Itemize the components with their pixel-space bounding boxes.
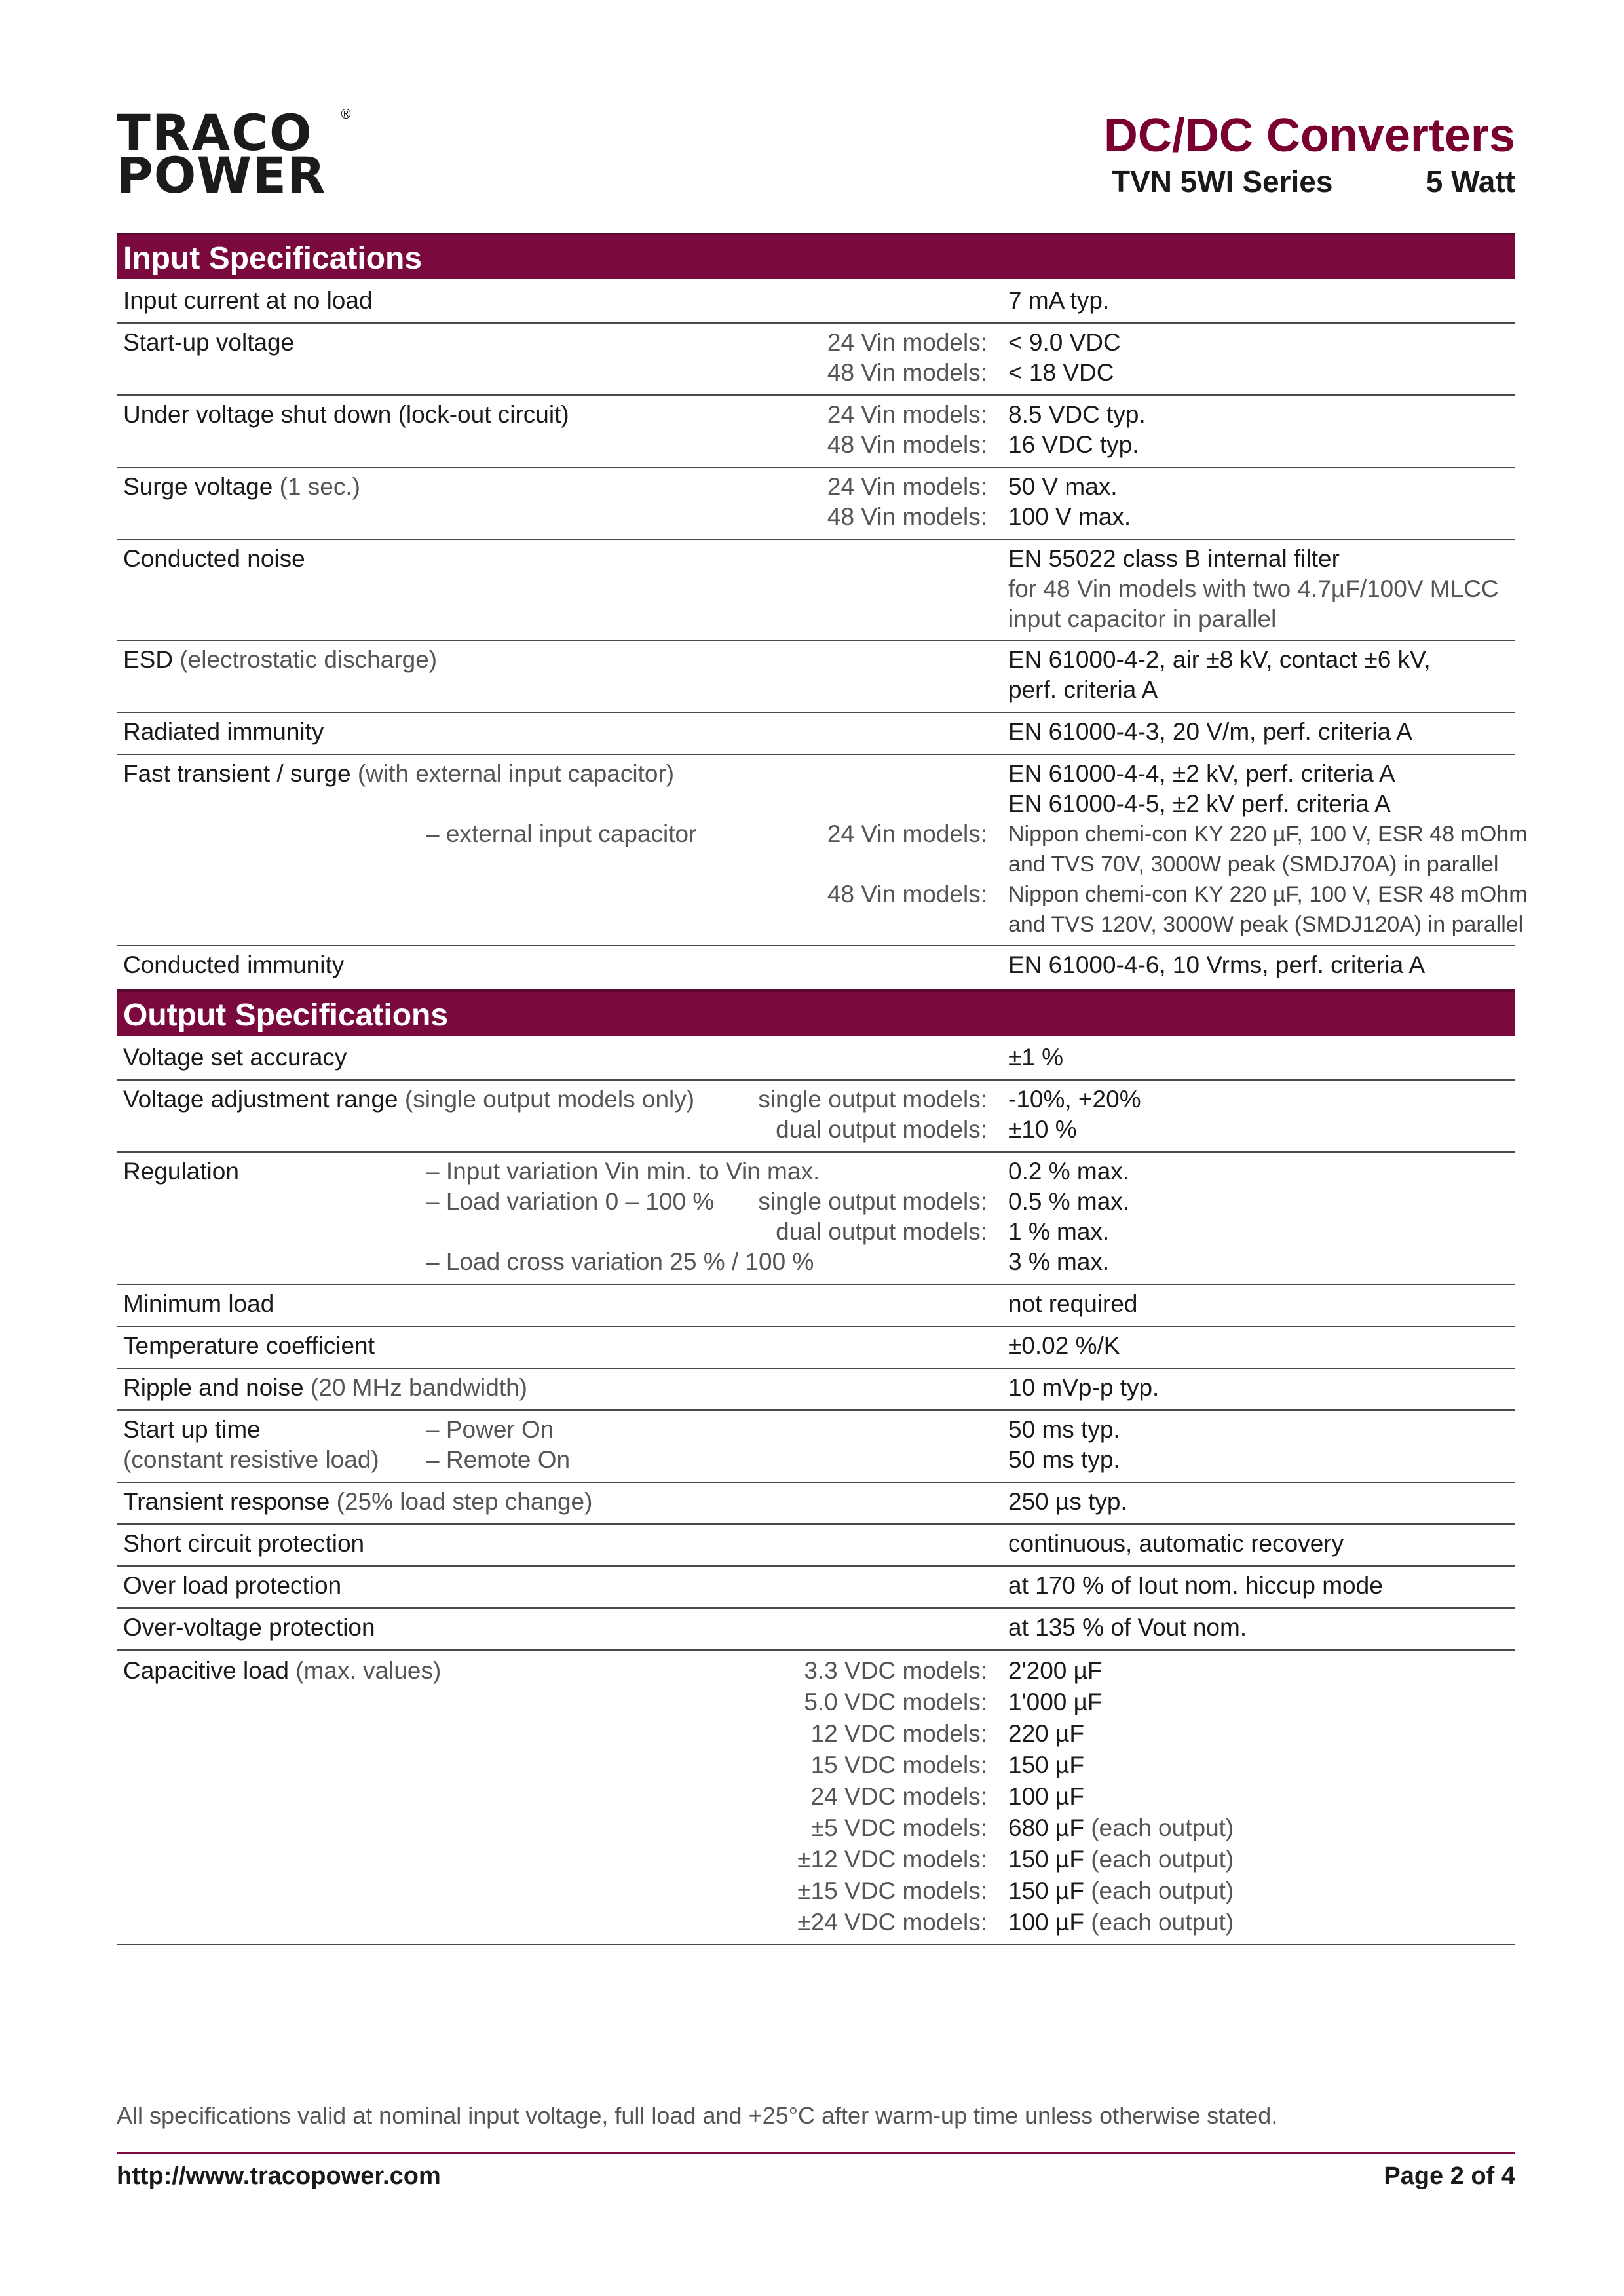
series-name: TVN 5WI Series — [1112, 164, 1333, 199]
spec-row-esd — [117, 641, 1515, 713]
spec-label — [123, 645, 437, 675]
spec-condition: 24 Vin models: — [827, 473, 987, 500]
spec-sublabel: – Remote On — [426, 1446, 571, 1473]
spec-row-start-up-time — [117, 1411, 1515, 1483]
spec-row-ripple-noise — [117, 1369, 1515, 1411]
spec-sublabel: – Input variation Vin min. to Vin max. — [426, 1158, 820, 1185]
spec-value: EN 61000-4-4, ±2 kV, perf. criteria A — [1008, 760, 1395, 787]
website-link[interactable]: http://www.tracopower.com — [117, 2162, 441, 2190]
capload-model: 15 VDC models: — [810, 1751, 987, 1778]
spec-row-conducted-immunity — [117, 946, 1515, 988]
capload-model: 12 VDC models: — [810, 1720, 987, 1747]
spec-row-voltage-set-accuracy — [117, 1039, 1515, 1081]
spec-value: ±10 % — [1008, 1116, 1077, 1143]
spec-value: -10%, +20% — [1008, 1086, 1141, 1113]
spec-value: 16 VDC typ. — [1008, 431, 1139, 458]
capload-value — [1008, 1845, 1234, 1875]
logo-line-1: TRACO — [117, 104, 313, 162]
spec-value: 100 V max. — [1008, 503, 1131, 530]
spec-row-conducted-noise — [117, 540, 1515, 641]
spec-sublabel: – Load cross variation 25 % / 100 % — [426, 1248, 814, 1275]
spec-label-note: (1 sec.) — [279, 473, 360, 500]
capload-value-note: (each output) — [1091, 1846, 1234, 1873]
spec-value: 0.5 % max. — [1008, 1188, 1130, 1215]
document-title: DC/DC Converters — [1103, 109, 1515, 162]
capload-value-note: (each output) — [1091, 1814, 1234, 1841]
spec-row-over-load — [117, 1567, 1515, 1609]
capload-value-note: (each output) — [1091, 1877, 1234, 1904]
spec-value-note: input capacitor in parallel — [1008, 605, 1277, 632]
capload-value — [1008, 1656, 1103, 1686]
spec-label-text: Surge voltage — [123, 473, 273, 500]
capload-value — [1008, 1719, 1084, 1749]
spec-value: EN 61000-4-5, ±2 kV perf. criteria A — [1008, 790, 1391, 817]
spec-label-text: Transient response — [123, 1488, 330, 1515]
spec-value: ±0.02 %/K — [1008, 1332, 1120, 1359]
spec-label-text: Capacitive load — [123, 1657, 289, 1684]
capload-model: ±15 VDC models: — [797, 1877, 987, 1904]
traco-power-logo — [117, 104, 352, 205]
spec-row-short-circuit — [117, 1525, 1515, 1567]
spec-label: Over-voltage protection — [123, 1614, 375, 1641]
spec-value: EN 55022 class B internal filter — [1008, 545, 1340, 572]
spec-label: Input current at no load — [123, 287, 373, 314]
spec-label: Start-up voltage — [123, 329, 295, 356]
input-specifications-heading: Input Specifications — [117, 233, 1515, 279]
spec-label: Regulation — [123, 1158, 239, 1185]
spec-label-note: (electrostatic discharge) — [179, 646, 438, 673]
spec-value: EN 61000-4-6, 10 Vrms, perf. criteria A — [1008, 951, 1426, 978]
spec-label: Under voltage shut down (lock-out circuit) — [123, 401, 569, 428]
spec-row-input-current — [117, 282, 1515, 324]
capload-model: ±5 VDC models: — [810, 1814, 987, 1841]
spec-value: EN 61000-4-2, air ±8 kV, contact ±6 kV, — [1008, 646, 1431, 673]
spec-label: Conducted immunity — [123, 951, 345, 978]
capload-value-note: (each output) — [1091, 1909, 1234, 1936]
spec-value: 3 % max. — [1008, 1248, 1110, 1275]
spec-condition: 48 Vin models: — [827, 881, 987, 908]
spec-condition: 48 Vin models: — [827, 503, 987, 530]
capload-model: ±24 VDC models: — [797, 1909, 987, 1936]
output-specifications-heading: Output Specifications — [117, 989, 1515, 1036]
spec-label: Voltage set accuracy — [123, 1044, 347, 1071]
spec-label-note: (single output models only) — [404, 1086, 695, 1113]
spec-label: Minimum load — [123, 1290, 274, 1317]
spec-label-note: (25% load step change) — [336, 1488, 593, 1515]
logo-line-2: POWER — [117, 146, 326, 205]
spec-value: continuous, automatic recovery — [1008, 1530, 1344, 1557]
spec-label-note: (with external input capacitor) — [357, 760, 675, 787]
spec-label — [123, 1656, 441, 1686]
capload-model: ±12 VDC models: — [797, 1846, 987, 1873]
spec-label-note: (constant resistive load) — [123, 1446, 379, 1473]
capload-value — [1008, 1750, 1084, 1780]
capload-model: 3.3 VDC models: — [804, 1657, 987, 1684]
capload-value — [1008, 1876, 1234, 1906]
spec-value: 50 ms typ. — [1008, 1416, 1120, 1443]
spec-label-text: ESD — [123, 646, 174, 673]
spec-label-text: Ripple and noise — [123, 1374, 304, 1401]
spec-value-note: for 48 Vin models with two 4.7µF/100V MLCC — [1008, 575, 1499, 602]
capload-value-text: 100 µF — [1008, 1909, 1084, 1936]
spec-value: < 9.0 VDC — [1008, 329, 1121, 356]
spec-value: EN 61000-4-3, 20 V/m, perf. criteria A — [1008, 718, 1412, 745]
spec-row-over-voltage — [117, 1609, 1515, 1651]
spec-row-temperature-coefficient — [117, 1327, 1515, 1369]
spec-condition: single output models: — [758, 1086, 987, 1113]
page-number: Page 2 of 4 — [1384, 2162, 1515, 2190]
spec-label — [123, 1487, 592, 1517]
spec-value: 50 V max. — [1008, 473, 1118, 500]
spec-value: not required — [1008, 1290, 1138, 1317]
spec-value: at 170 % of Iout nom. hiccup mode — [1008, 1572, 1383, 1599]
spec-value: perf. criteria A — [1008, 676, 1158, 703]
spec-row-surge-voltage — [117, 468, 1515, 540]
spec-label: Short circuit protection — [123, 1530, 365, 1557]
spec-condition: 24 Vin models: — [827, 401, 987, 428]
capload-value-text: 2'200 µF — [1008, 1657, 1103, 1684]
spec-condition: 48 Vin models: — [827, 431, 987, 458]
spec-value-note: and TVS 70V, 3000W peak (SMDJ70A) in parallel — [1008, 852, 1499, 877]
footer-divider — [117, 2152, 1515, 2154]
spec-label-text: Voltage adjustment range — [123, 1086, 398, 1113]
spec-label: Start up time — [123, 1416, 261, 1443]
capload-value-text: 1'000 µF — [1008, 1689, 1103, 1715]
spec-label-text: Fast transient / surge — [123, 760, 351, 787]
spec-label-note: (20 MHz bandwidth) — [310, 1374, 528, 1401]
spec-value: 0.2 % max. — [1008, 1158, 1130, 1185]
spec-sublabel: – Power On — [426, 1416, 554, 1443]
spec-label: Over load protection — [123, 1572, 342, 1599]
spec-row-fast-transient — [117, 755, 1528, 946]
spec-row-startup-voltage — [117, 324, 1515, 396]
spec-row-transient-response — [117, 1483, 1515, 1525]
spec-row-minimum-load — [117, 1285, 1515, 1327]
capload-value — [1008, 1907, 1234, 1938]
spec-row-radiated-immunity — [117, 713, 1515, 755]
power-rating: 5 Watt — [1426, 164, 1515, 199]
spec-row-capacitive-load — [117, 1651, 1515, 1945]
spec-label — [123, 1373, 527, 1403]
capload-value-text: 150 µF — [1008, 1877, 1084, 1904]
spec-value: ±1 % — [1008, 1044, 1064, 1071]
spec-condition: dual output models: — [776, 1116, 987, 1143]
spec-label-note: (max. values) — [295, 1657, 442, 1684]
spec-sublabel: – external input capacitor — [426, 820, 697, 847]
capload-value-text: 220 µF — [1008, 1720, 1084, 1747]
spec-label — [123, 1084, 694, 1115]
capload-value — [1008, 1687, 1103, 1717]
spec-value: 8.5 VDC typ. — [1008, 401, 1146, 428]
specification-footnote: All specifications valid at nominal input voltage, full load and +25°C after warm-up time unless otherwise stated. — [117, 2102, 1278, 2129]
registered-mark: ® — [339, 106, 352, 122]
spec-value: 10 mVp-p typ. — [1008, 1374, 1160, 1401]
spec-row-uvlo — [117, 396, 1515, 468]
spec-condition: 24 Vin models: — [827, 329, 987, 356]
spec-condition: 48 Vin models: — [827, 359, 987, 386]
spec-value: 250 µs typ. — [1008, 1488, 1127, 1515]
spec-value-note: Nippon chemi-con KY 220 µF, 100 V, ESR 48 mOhm — [1008, 822, 1528, 847]
capload-value-text: 150 µF — [1008, 1751, 1084, 1778]
spec-condition: dual output models: — [776, 1218, 987, 1245]
spec-value: 1 % max. — [1008, 1218, 1110, 1245]
capload-value-text: 100 µF — [1008, 1783, 1084, 1810]
capload-model: 24 VDC models: — [810, 1783, 987, 1810]
spec-value: < 18 VDC — [1008, 359, 1114, 386]
spec-value: 50 ms typ. — [1008, 1446, 1120, 1473]
spec-label: Radiated immunity — [123, 718, 324, 745]
capload-value-text: 150 µF — [1008, 1846, 1084, 1873]
capload-value-text: 680 µF — [1008, 1814, 1084, 1841]
spec-label — [123, 472, 360, 502]
spec-value: at 135 % of Vout nom. — [1008, 1614, 1247, 1641]
spec-condition: 24 Vin models: — [827, 820, 987, 847]
spec-label: Conducted noise — [123, 545, 305, 572]
spec-value-note: Nippon chemi-con KY 220 µF, 100 V, ESR 48 mOhm — [1008, 882, 1528, 907]
spec-row-regulation — [117, 1153, 1515, 1285]
capload-value — [1008, 1813, 1234, 1843]
spec-label: Temperature coefficient — [123, 1332, 375, 1359]
spec-label — [123, 759, 674, 789]
capload-model: 5.0 VDC models: — [804, 1689, 987, 1715]
spec-value: 7 mA typ. — [1008, 287, 1110, 314]
spec-row-voltage-adjustment — [117, 1081, 1515, 1153]
spec-condition: single output models: — [758, 1188, 987, 1215]
spec-value-note: and TVS 120V, 3000W peak (SMDJ120A) in parallel — [1008, 912, 1524, 937]
spec-sublabel: – Load variation 0 – 100 % — [426, 1188, 715, 1215]
capload-value — [1008, 1782, 1084, 1812]
